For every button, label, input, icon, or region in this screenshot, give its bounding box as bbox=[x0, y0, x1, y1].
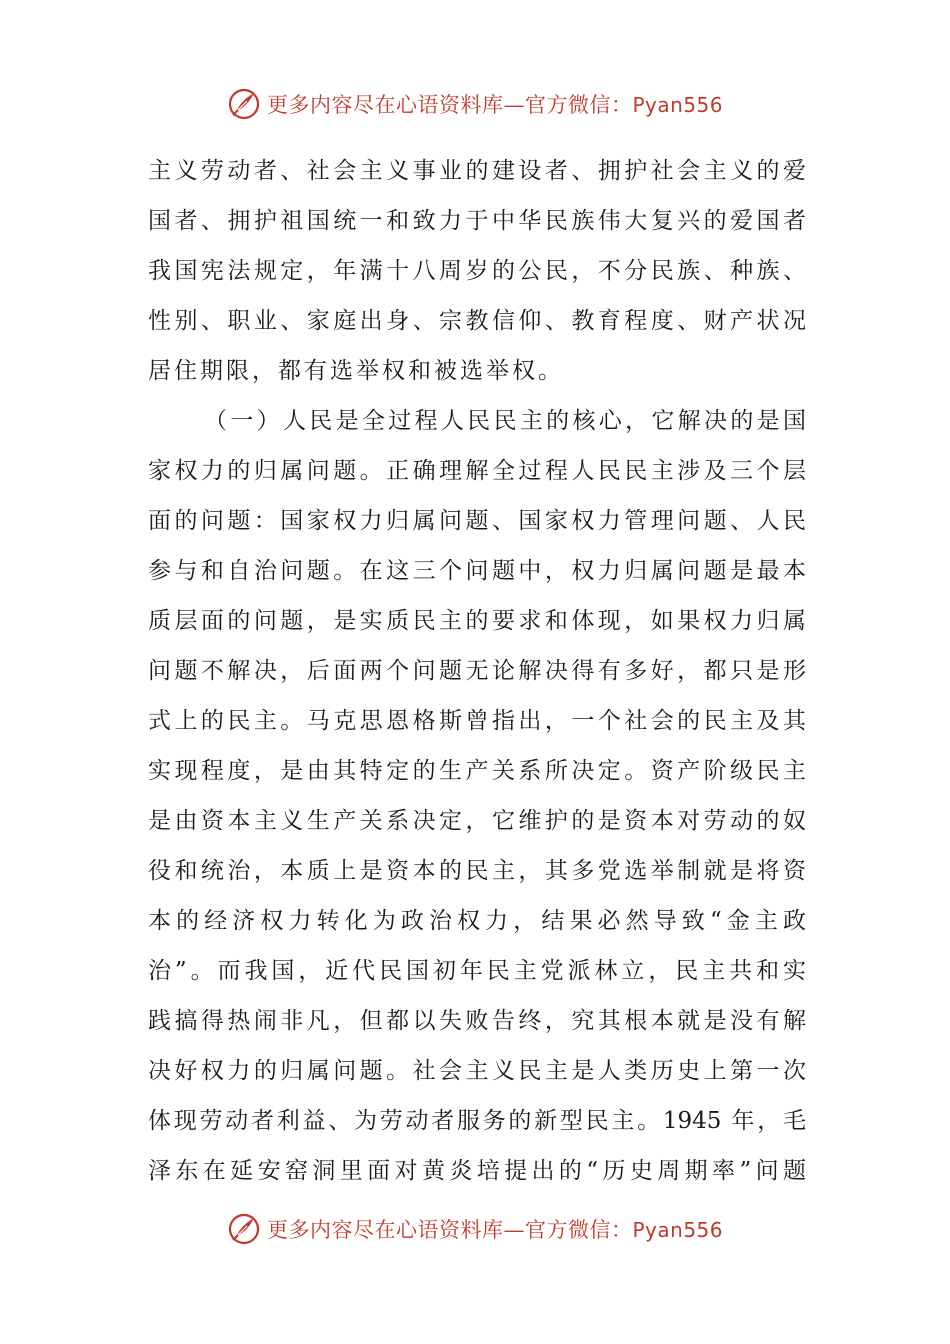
body-line: 是由资本主义生产关系决定，它维护的是资本对劳动的奴 bbox=[148, 808, 806, 834]
footer-banner bbox=[0, 1209, 950, 1249]
body-line: 家权力的归属问题。正确理解全过程人民民主涉及三个层 bbox=[148, 458, 806, 484]
footer-banner-text: 更多内容尽在心语资料库—官方微信： bbox=[266, 1218, 633, 1242]
document-body bbox=[148, 146, 806, 1196]
body-line: 面的问题：国家权力归属问题、国家权力管理问题、人民 bbox=[148, 508, 806, 534]
quill-logo-icon bbox=[227, 87, 261, 121]
body-line: 问题不解决，后面两个问题无论解决得有多好，都只是形 bbox=[148, 658, 806, 684]
header-banner bbox=[0, 84, 950, 124]
body-line: 本的经济权力转化为政治权力，结果必然导致“金主政 bbox=[148, 908, 806, 934]
body-line: 役和统治，本质上是资本的民主，其多党选举制就是将资 bbox=[148, 858, 806, 884]
footer-wechat-id: Pyan556 bbox=[632, 1218, 723, 1242]
body-line: 实现程度，是由其特定的生产关系所决定。资产阶级民主 bbox=[148, 758, 806, 784]
body-line: 质层面的问题，是实质民主的要求和体现，如果权力归属 bbox=[148, 608, 806, 634]
body-line: 居住期限，都有选举权和被选举权。 bbox=[148, 358, 564, 384]
paragraph-first-line: （一）人民是全过程人民民主的核心，它解决的是国 bbox=[204, 408, 806, 434]
quill-logo-icon bbox=[227, 1212, 261, 1246]
header-wechat-id: Pyan556 bbox=[632, 93, 723, 117]
body-line: 践搞得热闹非凡，但都以失败告终，究其根本就是没有解 bbox=[148, 1008, 806, 1034]
body-line: 国者、拥护祖国统一和致力于中华民族伟大复兴的爱国者 bbox=[148, 208, 806, 234]
body-line: 我国宪法规定，年满十八周岁的公民，不分民族、种族、 bbox=[148, 258, 806, 284]
body-line: 泽东在延安窑洞里面对黄炎培提出的“历史周期率”问题 bbox=[148, 1158, 806, 1184]
body-line: 体现劳动者利益、为劳动者服务的新型民主。1945 年，毛 bbox=[148, 1108, 806, 1134]
body-line: 决好权力的归属问题。社会主义民主是人类历史上第一次 bbox=[148, 1058, 806, 1084]
body-line: 参与和自治问题。在这三个问题中，权力归属问题是最本 bbox=[148, 558, 806, 584]
body-line: 式上的民主。马克思恩格斯曾指出，一个社会的民主及其 bbox=[148, 708, 806, 734]
body-line: 主义劳动者、社会主义事业的建设者、拥护社会主义的爱 bbox=[148, 158, 806, 184]
body-line: 性别、职业、家庭出身、宗教信仰、教育程度、财产状况 bbox=[148, 308, 806, 334]
header-banner-text: 更多内容尽在心语资料库—官方微信： bbox=[266, 93, 633, 117]
body-line: 治”。而我国，近代民国初年民主党派林立，民主共和实 bbox=[148, 958, 806, 984]
